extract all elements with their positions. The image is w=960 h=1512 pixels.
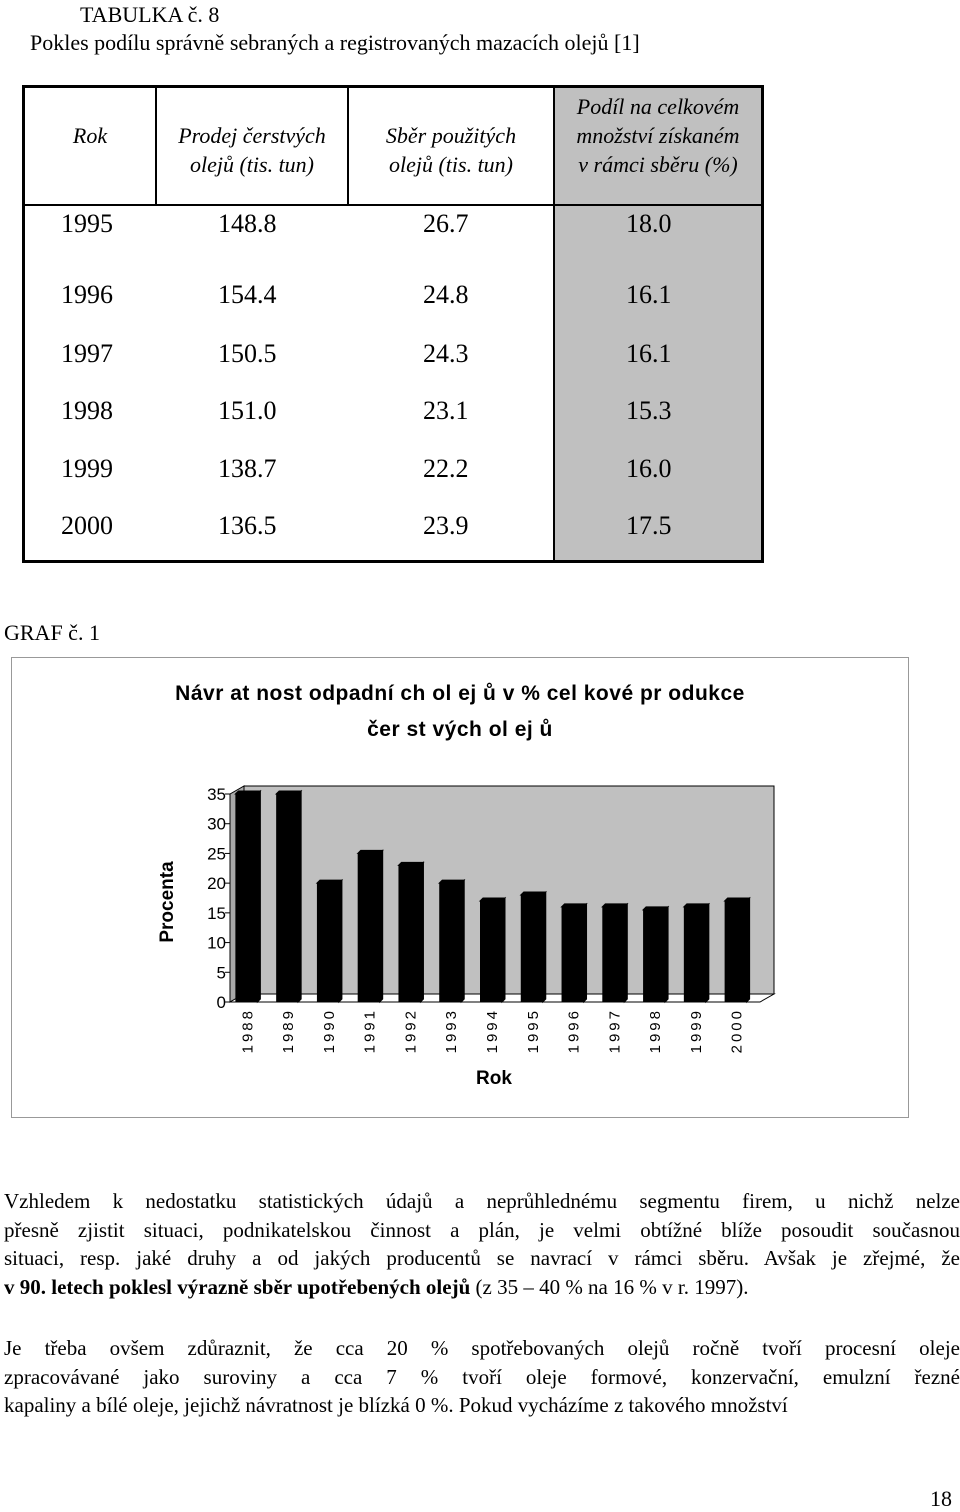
bar — [358, 853, 380, 1002]
bar-top — [480, 898, 505, 901]
x-tick-label: 1997 — [606, 1008, 624, 1054]
header-line: množství získaném — [576, 123, 740, 148]
table-cell: 136.5 — [218, 511, 277, 540]
bar-top — [439, 880, 464, 883]
text-run: kapaliny a bílé oleje, jejichž návratnost je blízká 0 %. Pokud vycházíme z takového množství — [4, 1393, 788, 1417]
x-tick-label: 1995 — [524, 1008, 542, 1054]
bar-side — [420, 862, 423, 1002]
bar-top — [562, 904, 587, 907]
chart-frame — [11, 657, 909, 1118]
bar — [521, 895, 543, 1002]
text-run: Je třeba ovšem zdůraznit, že cca 20 % spotřebovaných olejů ročně tvoří procesní oleje — [4, 1336, 960, 1360]
table-cell: 22.2 — [423, 454, 469, 483]
bar-side — [706, 904, 709, 1002]
x-tick-label: 1992 — [402, 1008, 420, 1054]
header-line: olejů (tis. tun) — [189, 152, 315, 177]
bar — [684, 907, 706, 1002]
y-tick-label: 5 — [216, 963, 226, 983]
text-run: Vzhledem k nedostatku statistických údajů a neprůhlednému segmentu firem, u nichž nelze — [4, 1189, 960, 1213]
table-cell: 1999 — [61, 454, 113, 483]
table-cell: 1997 — [61, 339, 113, 368]
table-label: TABULKA č. 8 — [80, 2, 220, 27]
bar-top — [398, 862, 423, 865]
bar — [439, 883, 461, 1002]
bar-top — [643, 907, 668, 910]
bar-top — [602, 904, 627, 907]
header-line: Prodej čerstvých — [178, 123, 326, 148]
table-cell: 151.0 — [218, 396, 277, 425]
bar-side — [380, 850, 383, 1002]
x-tick-label: 1991 — [361, 1008, 379, 1054]
bar-top — [317, 880, 342, 883]
table-cell: 17.5 — [626, 511, 672, 540]
bar-top — [521, 892, 546, 895]
text-run: přesně zjistit situaci, podnikatelskou činnost a plán, je velmi obtížné blíže posoudit současnou — [4, 1217, 960, 1242]
y-tick-label: 15 — [207, 903, 226, 923]
bar-top — [276, 791, 301, 794]
y-axis-title: Procenta — [157, 861, 178, 943]
y-tick-label: 20 — [207, 874, 226, 894]
table-cell: 26.7 — [423, 209, 469, 238]
header-line: Podíl na celkovém — [576, 94, 740, 119]
bar — [643, 910, 665, 1002]
x-tick-label: 1990 — [320, 1008, 338, 1054]
bar-top — [235, 791, 260, 794]
table-cell: 18.0 — [626, 209, 672, 238]
header-share — [555, 92, 761, 179]
bar-side — [339, 880, 342, 1002]
y-tick-label: 10 — [207, 933, 226, 953]
x-tick-label: 1998 — [647, 1008, 665, 1054]
text-run: zpracovávané jako suroviny a cca 7 % tvoří oleje formové, konzervační, emulzní řezné — [4, 1364, 960, 1389]
table-cell: 15.3 — [626, 396, 672, 425]
table-cell: 16.1 — [626, 339, 672, 368]
header-year — [25, 121, 155, 150]
chart-title-line: Návr at nost odpadní ch ol ej ů v % cel kové pr odukce — [175, 682, 745, 705]
table-cell: 1995 — [61, 209, 113, 238]
x-axis-title: Rok — [476, 1068, 512, 1089]
paragraph-line — [4, 1244, 960, 1273]
table-caption: Pokles podílu správně sebraných a registrovaných mazacích olejů [1] — [30, 30, 640, 55]
text-run: situaci, resp. jaké druhy a od jakých producentů se navrací v rámci sběru. Avšak je zřejmé, že — [4, 1246, 960, 1270]
text-run: (z 35 – 40 % na 16 % v r. 1997). — [470, 1274, 749, 1299]
page-number: 18 — [930, 1486, 952, 1511]
paragraph-line — [4, 1273, 960, 1302]
paragraph-line — [4, 1391, 960, 1420]
table-cell: 154.4 — [218, 280, 277, 309]
table-cell: 16.1 — [626, 280, 672, 309]
x-tick-label: 1994 — [484, 1008, 501, 1054]
header-line: Rok — [72, 123, 108, 148]
table-cell: 16.0 — [626, 454, 672, 483]
table-cell: 150.5 — [218, 339, 277, 368]
bar — [317, 883, 339, 1002]
bar-side — [665, 907, 668, 1002]
header-line: Sběr použitých — [385, 123, 517, 148]
header-fresh-sales — [157, 121, 347, 179]
bar-side — [502, 898, 505, 1002]
x-tick-label: 1989 — [280, 1008, 298, 1054]
bar — [398, 865, 420, 1002]
chart-title-line: čer st vých ol ej ů — [367, 718, 553, 741]
paragraph-line — [4, 1216, 960, 1245]
bar-side — [624, 904, 627, 1002]
table-cell: 24.8 — [423, 280, 469, 309]
y-tick-label: 25 — [207, 844, 226, 864]
table-cell: 138.7 — [218, 454, 277, 483]
table-cell: 1998 — [61, 396, 113, 425]
paragraph-line — [4, 1363, 960, 1392]
x-tick-label: 1996 — [565, 1008, 583, 1054]
y-tick-label: 35 — [207, 785, 226, 804]
x-tick-label: 2000 — [728, 1008, 746, 1054]
header-used-collection — [349, 121, 553, 179]
table-cell: 2000 — [61, 511, 113, 540]
bar — [562, 907, 584, 1002]
x-tick-label: 1993 — [443, 1008, 461, 1054]
table-cell: 23.9 — [423, 511, 469, 540]
bar-chart — [12, 658, 908, 1117]
bar-top — [684, 904, 709, 907]
table-cell: 148.8 — [218, 209, 277, 238]
bar-side — [461, 880, 464, 1002]
table-cell: 24.3 — [423, 339, 469, 368]
bar — [602, 907, 624, 1002]
bar-top — [358, 850, 383, 853]
bar — [725, 901, 747, 1002]
bold-text: v 90. letech poklesl výrazně sběr upotřebených olejů — [4, 1274, 471, 1299]
header-line: olejů (tis. tun) — [388, 152, 514, 177]
paragraph — [4, 1187, 960, 1301]
bar-top — [725, 898, 750, 901]
bar-side — [584, 904, 587, 1002]
bar — [235, 794, 257, 1002]
y-tick-label: 30 — [207, 814, 226, 834]
table-header-divider — [25, 204, 761, 206]
header-line: v rámci sběru (%) — [578, 152, 738, 177]
bar-side — [543, 892, 546, 1002]
paragraph — [4, 1334, 960, 1420]
bar-side — [747, 898, 750, 1002]
paragraph-line — [4, 1187, 960, 1216]
bar-side — [298, 791, 301, 1002]
bar — [276, 794, 298, 1002]
x-tick-label: 1988 — [239, 1008, 257, 1054]
bar-side — [257, 791, 260, 1002]
y-tick-label: 0 — [216, 993, 226, 1012]
table-cell: 23.1 — [423, 396, 469, 425]
x-tick-label: 1999 — [687, 1008, 705, 1054]
data-table — [22, 85, 764, 563]
table-cell: 1996 — [61, 280, 113, 309]
paragraph-line — [4, 1334, 960, 1363]
graph-label: GRAF č. 1 — [4, 620, 100, 645]
bar — [480, 901, 502, 1002]
